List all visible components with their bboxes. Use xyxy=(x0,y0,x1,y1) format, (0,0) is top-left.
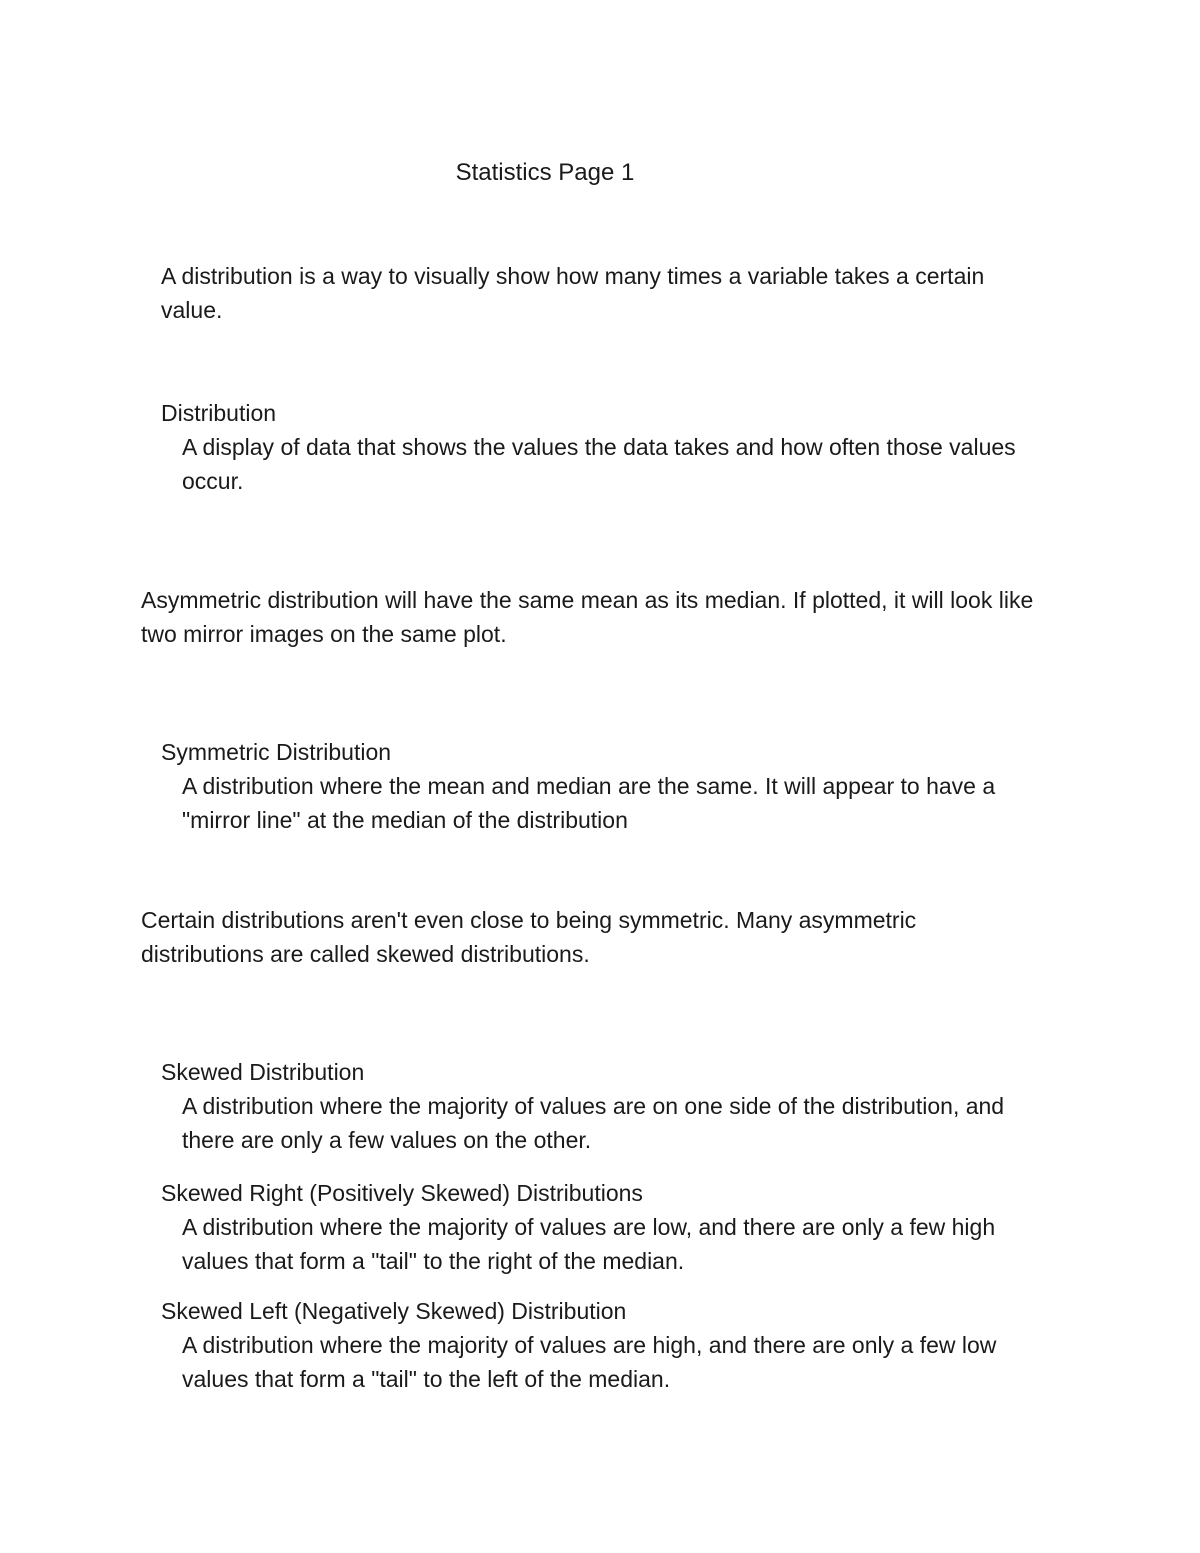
intro-paragraph: A distribution is a way to visually show how many times a variable takes a certain value. xyxy=(161,263,985,323)
symmetric-entry xyxy=(161,735,1061,837)
skewed-entry xyxy=(161,1055,1061,1157)
skewed-right-definition: A distribution where the majority of values are low, and there are only a few high values that form a "tail" to the right of the median. xyxy=(182,1214,996,1274)
skewed-definition: A distribution where the majority of values are on one side of the distribution, and there are only a few values on the other. xyxy=(182,1093,1005,1153)
asymmetric-paragraph: Asymmetric distribution will have the same mean as its median. If plotted, it will look like two mirror images on the same plot. xyxy=(141,587,1034,647)
skewed-right-entry xyxy=(161,1176,1061,1278)
skew-paragraph: Certain distributions aren't even close to being symmetric. Many asymmetric distributions are called skewed distributions. xyxy=(141,907,917,967)
symmetric-term: Symmetric Distribution xyxy=(161,739,392,765)
skewed-left-entry xyxy=(161,1294,1061,1396)
symmetric-definition: A distribution where the mean and median are the same. It will appear to have a "mirror line" at the median of the distribution xyxy=(182,773,996,833)
page-title: Statistics Page 1 xyxy=(455,159,635,186)
distribution-term: Distribution xyxy=(161,400,277,426)
skewed-left-term: Skewed Left (Negatively Skewed) Distribution xyxy=(161,1298,627,1324)
distribution-entry xyxy=(161,396,1061,498)
skewed-right-term: Skewed Right (Positively Skewed) Distributions xyxy=(161,1180,643,1206)
skewed-left-definition: A distribution where the majority of values are high, and there are only a few low values that form a "tail" to the left of the median. xyxy=(182,1332,997,1392)
skewed-term: Skewed Distribution xyxy=(161,1059,365,1085)
distribution-definition: A display of data that shows the values the data takes and how often those values occur. xyxy=(182,434,1016,494)
